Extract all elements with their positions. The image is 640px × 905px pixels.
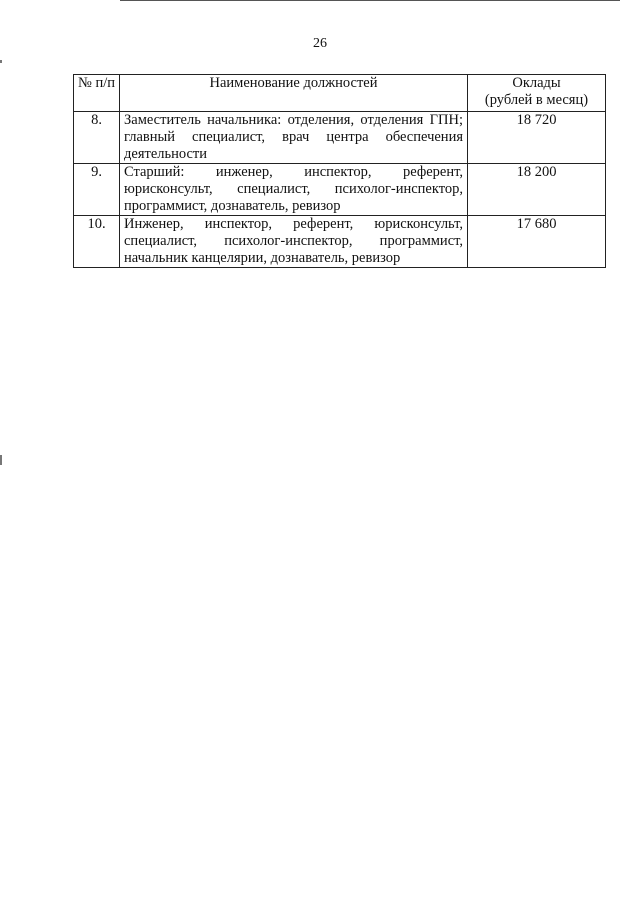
- table-header-row: [74, 75, 606, 112]
- salary-table: [73, 74, 606, 268]
- row-position-name: Заместитель начальника: отделения, отделения ГПН; главный специалист, врач центра обеспечения деятельности: [120, 112, 468, 164]
- row-number: 9.: [74, 164, 120, 216]
- header-salary-line1: Оклады: [512, 75, 561, 91]
- scan-margin-mark: [0, 455, 2, 465]
- table-row: [74, 216, 606, 268]
- header-salary-line2: (рублей в месяц): [484, 92, 589, 108]
- header-salary: [468, 75, 606, 112]
- row-number: 8.: [74, 112, 120, 164]
- table-row: [74, 112, 606, 164]
- row-position-name: Старший: инженер, инспектор, референт, юрисконсульт, специалист, психолог-инспектор, программист, дознаватель, ревизор: [120, 164, 468, 216]
- row-salary: 18 200: [468, 164, 606, 216]
- row-position-name: Инженер, инспектор, референт, юрисконсульт, специалист, психолог-инспектор, программист, начальник канцелярии, дознаватель, ревизор: [120, 216, 468, 268]
- scan-margin-mark: [0, 60, 2, 63]
- table-row: [74, 164, 606, 216]
- row-salary: 18 720: [468, 112, 606, 164]
- page-number: 26: [313, 36, 327, 51]
- row-number: 10.: [74, 216, 120, 268]
- scan-top-edge: [120, 0, 620, 1]
- header-number: № п/п: [74, 75, 120, 112]
- header-position-name: Наименование должностей: [120, 75, 468, 112]
- row-salary: 17 680: [468, 216, 606, 268]
